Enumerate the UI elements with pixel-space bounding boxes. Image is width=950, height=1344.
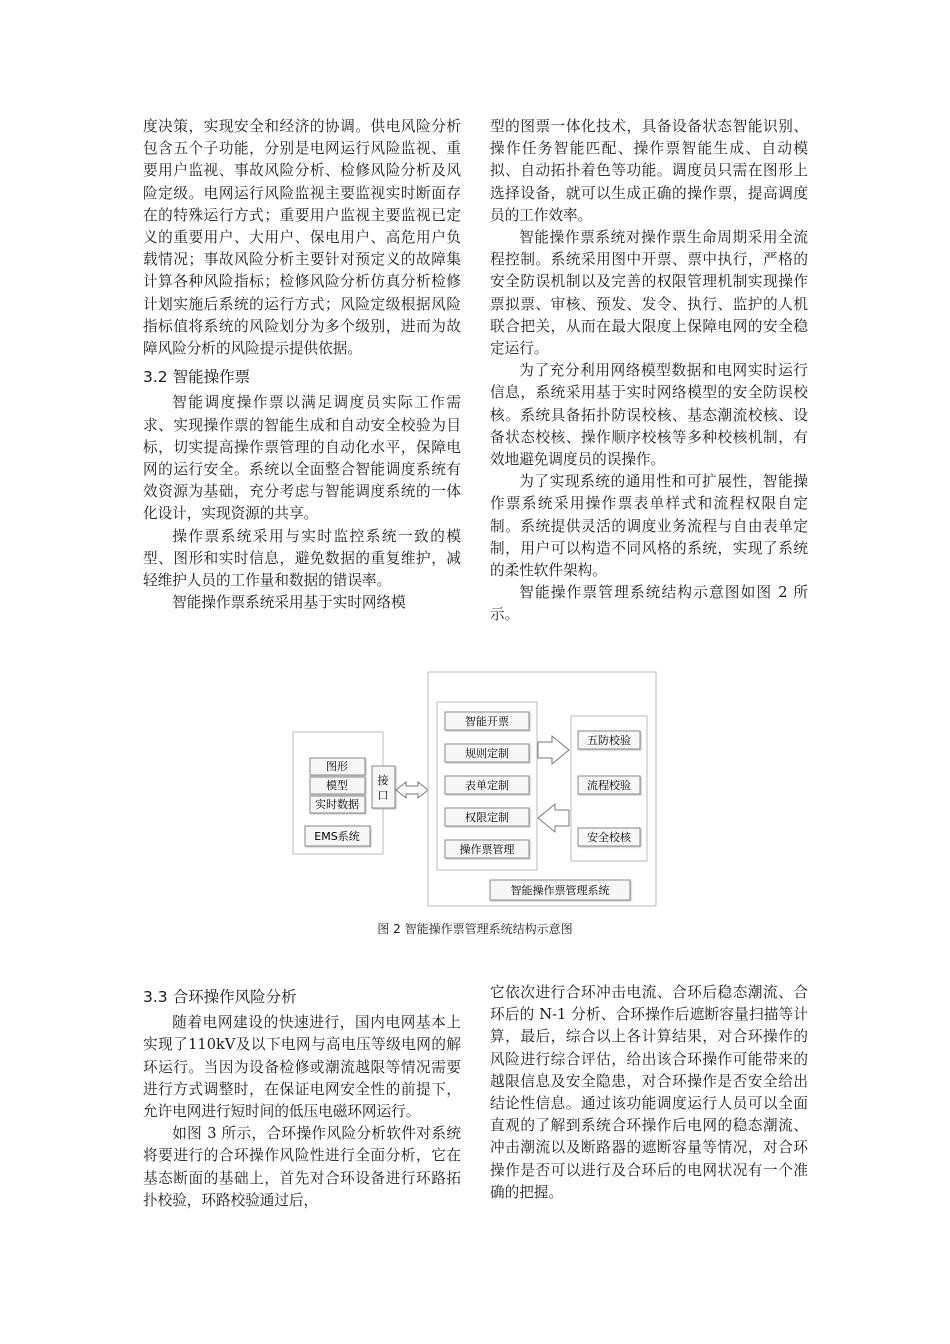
system-structure-figure — [290, 670, 658, 910]
paragraph: 智能操作票系统对操作票生命周期采用全流程控制。系统采用图中开票、票中执行，严格的安全防误机制以及完善的权限管理机制实现操作票拟票、审核、预发、发令、执行、监护的人机联合把关，从而在最大限度上保障电网的安全稳定运行。 — [490, 229, 808, 358]
paragraph: 型的图票一体化技术，具备设备状态智能识别、操作任务智能匹配、操作票智能生成、自动模拟、自动拓扑着色等功能。调度员只需在图形上选择设备，就可以生成正确的操作票，提高调度员的工作效率。 — [490, 118, 808, 224]
paragraph: 智能调度操作票以满足调度员实际工作需求、实现操作票的智能生成和自动安全校验为目标，切实提高操作票管理的自动化水平，保障电网的运行安全。系统以全面整合智能调度系统有效资源为基础，充分考虑与智能调度系统的一体化设计，实现资源的共享。 — [143, 394, 461, 523]
paragraph: 为了实现系统的通用性和可扩展性，智能操作票系统采用操作票表单样式和流程权限自定制。系统提供灵活的调度业务流程与自由表单定制，用户可以构造不同风格的系统，实现了系统的柔性软件架构。 — [490, 473, 808, 580]
section-heading-3-2: 3.2 智能操作票 — [143, 368, 251, 387]
paragraph: 智能操作票管理系统结构示意图如图 2 所示。 — [490, 584, 808, 624]
paragraph: 随着电网建设的快速进行，国内电网基本上实现了110kV及以下电网与高电压等级电网的解环运行。当因为设备检修或潮流越限等情况需要进行方式调整时，在保证电网安全性的前提下，允许电网进行短时间的低压电磁环网运行。 — [143, 1014, 461, 1121]
function-form-custom: 表单定制 — [465, 779, 509, 792]
function-rule-custom: 规则定制 — [465, 747, 509, 760]
paragraph: 为了充分利用网络模型数据和电网实时运行信息，系统采用基于实时网络模型的安全防误校核。系统具备拓扑防误校核、基态潮流校核、设备状态校核、操作顺序校核等多种校核机制，有效地避免调度员的误操作。 — [490, 362, 808, 469]
interface-label-2: 口 — [377, 789, 389, 802]
right-column-top — [490, 116, 808, 627]
right-column-bottom — [490, 982, 808, 1204]
paragraph: 它依次进行合环冲击电流、合环后稳态潮流、合环后的 N-1 分析、合环操作后遮断容量扫描等计算，最后，综合以上各计算结果，对合环操作的风险进行综合评估，给出该合环操作可能带来的越限信息及安全隐患，对合环操作是否安全给出结论性信息。通过该功能调度运行人员可以全面直观的了解到系统合环操作后电网的稳态潮流、冲击潮流以及断路器的遮断容量等情况，对合环操作是否可以进行及合环后的电网状况有一个准确的把握。 — [490, 984, 808, 1201]
figure-diagram — [290, 670, 658, 910]
interface-label-1: 接 — [377, 774, 389, 787]
ems-item-model: 模型 — [326, 779, 348, 792]
paragraph: 智能操作票系统采用基于实时网络模 — [172, 594, 406, 612]
ems-item-realtime-data: 实时数据 — [315, 798, 359, 811]
paragraph: 度决策，实现安全和经济的协调。供电风险分析包含五个子功能，分别是电网运行风险监视、重要用户监视、事故风险分析、检修风险分析及风险定级。电网运行风险监视主要监视实时断面存在的特殊运行方式；重要用户监视主要监视已定义的重要用户、大用户、保电用户、高危用户负载情况；事故风险分析主要针对预定义的故障集计算各种风险指标；检修风险分析仿真分析检修计划实施后系统的运行方式；风险定级根据风险指标值将系统的风险划分为多个级别，进而为故障风险分析的风险提示提供依据。 — [143, 118, 461, 358]
section-heading-3-3: 3.3 合环操作风险分析 — [143, 988, 297, 1006]
figure-caption: 图 2 智能操作票管理系统结构示意图 — [377, 922, 573, 936]
check-security: 安全校核 — [587, 831, 631, 844]
check-five-prevention: 五防校验 — [587, 734, 631, 747]
ems-item-graph: 图形 — [326, 760, 348, 773]
double-arrow-icon — [396, 782, 428, 798]
check-process: 流程校验 — [587, 779, 631, 792]
left-column-bottom — [143, 980, 461, 1212]
ems-label: EMS系统 — [314, 830, 360, 843]
function-ticket-management: 操作票管理 — [459, 843, 515, 856]
function-smart-ticketing: 智能开票 — [465, 715, 509, 728]
system-label: 智能操作票管理系统 — [510, 884, 610, 897]
paragraph: 如图 3 所示，合环操作风险分析软件对系统将要进行的合环操作风险性进行全面分析，它在基态断面的基础上，首先对合环设备进行环路拓扑校验，环路校验通过后， — [143, 1125, 461, 1209]
left-column-top — [143, 116, 461, 614]
paragraph: 操作票系统采用与实时监控系统一致的模型、图形和实时信息，避免数据的重复维护，减轻维护人员的工作量和数据的错误率。 — [143, 527, 461, 590]
function-permission-custom: 权限定制 — [465, 811, 509, 824]
